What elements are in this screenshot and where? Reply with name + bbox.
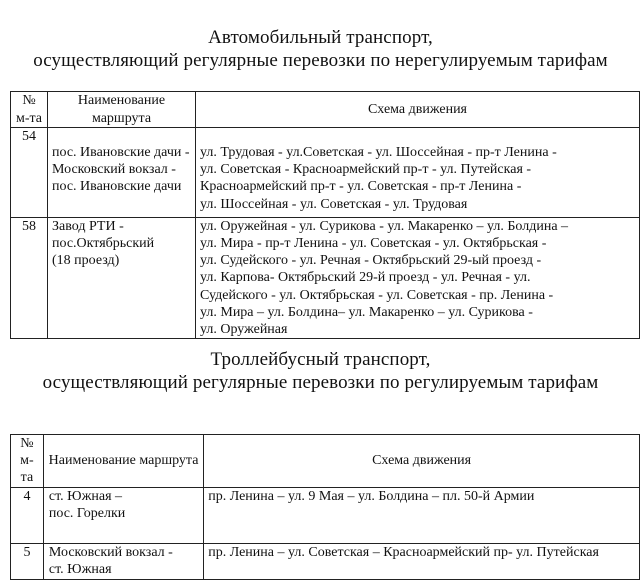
table-row [11,487,640,543]
route-scheme: пр. Ленина – ул. 9 Мая – ул. Болдина – пл. 50-й Армии [204,487,640,543]
route-name: ст. Южная – пос. Горелки [43,487,203,543]
header-route-scheme: Схема движения [196,92,640,128]
header-route-name: Наименование маршрута [43,435,203,488]
route-scheme: ул. Трудовая - ул.Советская - ул. Шоссейная - пр-т Ленина - ул. Советская - Красноармейский пр-т - ул. Путейская - Красноармейский пр-т - ул. Советская - пр-т Ленина - ул. Шоссейная - ул. Советская - ул. Трудовая [196,128,640,218]
table-row [11,217,640,338]
route-name: Московский вокзал - ст. Южная [43,543,203,579]
trolley-title-line2: осуществляющий регулярные перевозки по регулируемым тарифам [42,372,599,393]
route-name: пос. Ивановские дачи - Московский вокзал - пос. Ивановские дачи [48,128,196,218]
auto-section-title [0,26,641,72]
auto-title-line1: Автомобильный транспорт, [208,27,433,48]
table-header-row [11,435,640,488]
table-row [11,543,640,579]
header-route-number: № м-та [11,435,44,488]
table-row [11,128,640,218]
route-number: 5 [11,543,44,579]
auto-routes-table [10,91,640,339]
auto-title-line2: осуществляющий регулярные перевозки по нерегулируемым тарифам [33,50,608,71]
trolley-title-line1: Троллейбусный транспорт, [210,349,431,370]
header-route-number: № м-та [11,92,48,128]
route-number: 58 [11,217,48,338]
route-scheme: ул. Оружейная - ул. Сурикова - ул. Макаренко – ул. Болдина – ул. Мира - пр-т Ленина - ул. Советская - ул. Октябрьская - ул. Судейского - ул. Речная - Октябрьский 29-ый проезд - ул. Карпова- Октябрьский 29-й проезд - ул. Речная - ул. Судейского - ул. Октябрьская - ул. Советская - пр. Ленина - ул. Мира – ул. Болдина– ул. Макаренко – ул. Сурикова - ул. Оружейная [196,217,640,338]
table-header-row [11,92,640,128]
route-name: Завод РТИ - пос.Октябрьский (18 проезд) [48,217,196,338]
route-number: 54 [11,128,48,218]
trolley-routes-table [10,434,640,580]
header-route-scheme: Схема движения [204,435,640,488]
trolley-section-title [0,348,641,394]
route-number: 4 [11,487,44,543]
header-route-name: Наименование маршрута [48,92,196,128]
route-scheme: пр. Ленина – ул. Советская – Красноармейский пр- ул. Путейская [204,543,640,579]
